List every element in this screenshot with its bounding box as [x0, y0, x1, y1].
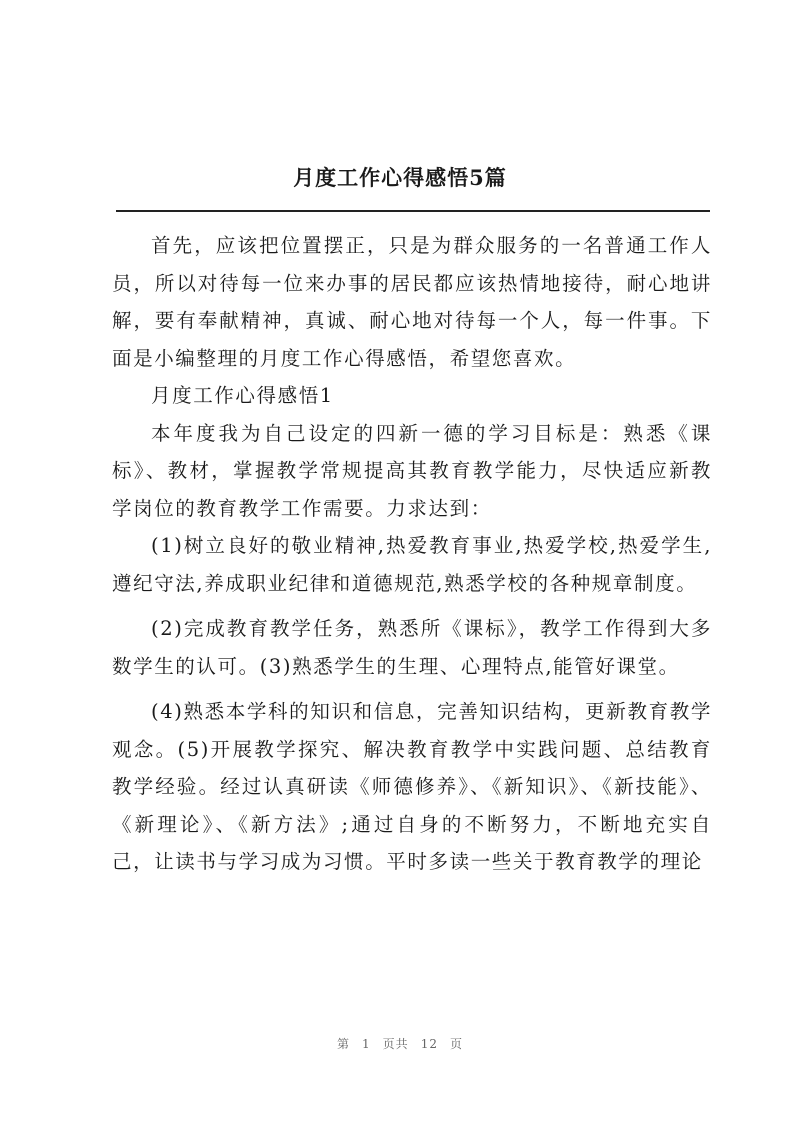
body-paragraph: (1)树立良好的敬业精神,热爱教育事业,热爱学校,热爱学生,遵纪守法,养成职业纪律和道德规范,熟悉学校的各种规章制度。 [112, 534, 712, 595]
section-heading: 月度工作心得感悟1 [151, 384, 334, 407]
body-paragraph: (2)完成教育教学任务，熟悉所《课标》，教学工作得到大多数学生的认可。(3)熟悉学生的生理、心理特点,能管好课堂。 [112, 617, 712, 678]
footer-prefix: 第 [337, 1037, 351, 1051]
body-paragraph: (4)熟悉本学科的知识和信息，完善知识结构，更新教育教学观念。(5)开展教学探究、解决教育教学中实践问题、总结教育教学经验。经过认真研读《师德修养》、《新知识》、《新技能》、《新理论》、《新方法》;通过自身的不断努力，不断地充实自己，让读书与学习成为习惯。平时多读一些关于教育教学的理论 [112, 700, 712, 873]
page-footer [0, 1035, 800, 1052]
document-title: 月度工作心得感悟5篇 [293, 165, 507, 190]
intro-paragraph: 首先，应该把位置摆正，只是为群众服务的一名普通工作人员，所以对待每一位来办事的居民都应该热情地接待，耐心地讲解，要有奉献精神，真诚、耐心地对待每一个人，每一件事。下面是小编整理的月度工作心得感悟，希望您喜欢。 [112, 234, 712, 370]
footer-page-number: 1 [362, 1037, 371, 1051]
title-divider [116, 210, 710, 212]
footer-middle: 页共 [382, 1037, 409, 1051]
footer-suffix: 页 [449, 1037, 463, 1051]
footer-total-pages: 12 [420, 1037, 438, 1051]
document-body [112, 227, 712, 881]
body-paragraph: 本年度我为自己设定的四新一德的学习目标是：熟悉《课标》、教材，掌握教学常规提高其教育教学能力，尽快适应新教学岗位的教育教学工作需要。力求达到： [112, 421, 712, 520]
